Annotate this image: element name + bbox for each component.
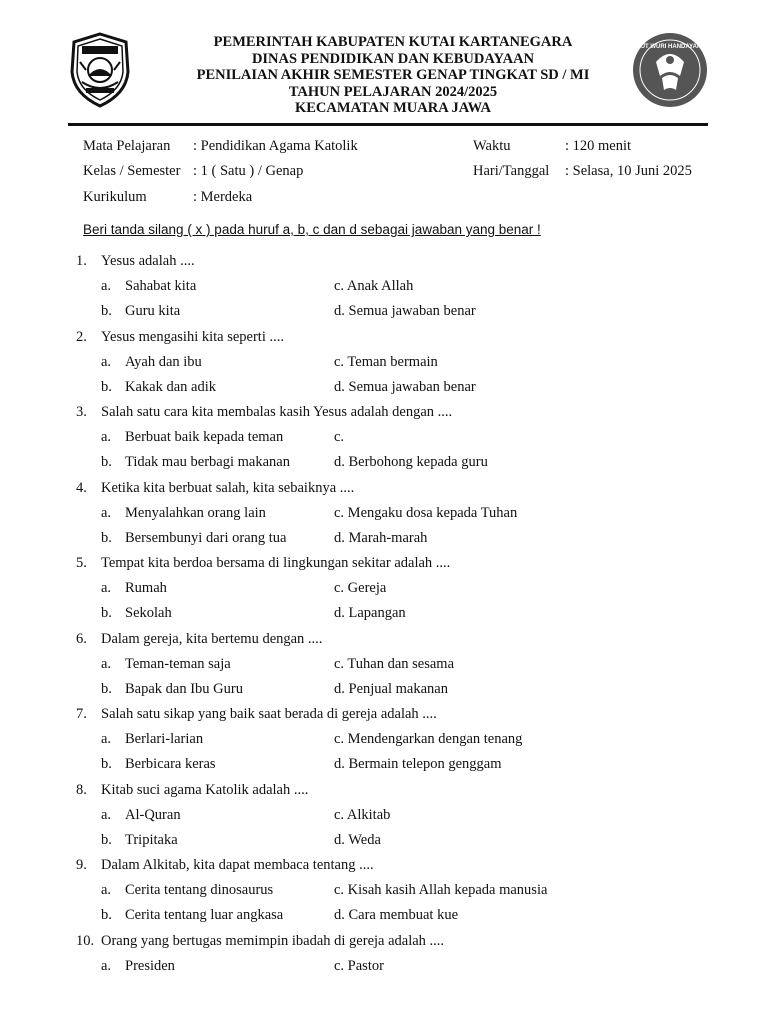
waktu-value: : 120 menit xyxy=(565,138,632,154)
option-text: Teman-teman saja xyxy=(125,655,231,672)
option-text: Sahabat kita xyxy=(125,278,197,295)
option-letter: b. xyxy=(101,529,112,546)
option-letter: a. xyxy=(101,353,112,370)
option-d: d. Cara membuat kue xyxy=(334,907,459,924)
question-text: Salah satu sikap yang baik saat berada di gereja adalah .... xyxy=(101,706,437,722)
option-a xyxy=(101,958,175,975)
option-letter: a. xyxy=(101,504,112,521)
option-letter: a. xyxy=(101,731,112,748)
question-number: 5. xyxy=(76,555,87,571)
option-a xyxy=(101,505,266,522)
question-number: 3. xyxy=(76,404,87,420)
question-number: 2. xyxy=(76,328,87,345)
question-number: 7. xyxy=(76,706,87,722)
option-text: Ayah dan ibu xyxy=(125,353,202,370)
option-text: Menyalahkan orang lain xyxy=(125,504,266,521)
kurikulum-label: Kurikulum xyxy=(83,189,147,205)
option-letter: a. xyxy=(101,957,112,974)
option-b xyxy=(101,303,180,320)
option-letter: a. xyxy=(101,278,112,295)
option-letter: b. xyxy=(101,605,112,622)
option-d: d. Semua jawaban benar xyxy=(334,303,476,320)
option-c: c. xyxy=(334,429,345,446)
question-1 xyxy=(76,253,195,270)
option-text: Bersembunyi dari orang tua xyxy=(125,529,287,546)
question-number: 8. xyxy=(76,781,87,798)
question-number: 1. xyxy=(76,253,87,269)
option-text: Al-Quran xyxy=(125,806,181,823)
option-a xyxy=(101,882,273,899)
waktu-label: Waktu xyxy=(473,138,511,154)
option-letter: b. xyxy=(101,303,112,320)
option-b xyxy=(101,530,286,547)
hari-label: Hari/Tanggal xyxy=(473,163,550,179)
option-a xyxy=(101,807,181,824)
option-d: d. Marah-marah xyxy=(334,529,428,546)
option-letter: a. xyxy=(101,580,112,597)
option-letter: a. xyxy=(101,882,112,899)
question-text: Tempat kita berdoa bersama di lingkungan sekitar adalah .... xyxy=(101,555,451,571)
option-text: Sekolah xyxy=(125,605,172,622)
logo-lettering: TUT WURI HANDAYANI xyxy=(637,44,703,50)
header-line-1: PEMERINTAH KABUPATEN KUTAI KARTANEGARA xyxy=(213,34,573,50)
option-c: c. Tuhan dan sesama xyxy=(334,655,455,672)
option-letter: a. xyxy=(101,655,112,672)
question-number: 9. xyxy=(76,857,87,873)
mapel-value: : Pendidikan Agama Katolik xyxy=(193,138,358,154)
option-letter: b. xyxy=(101,454,112,471)
option-d: d. Berbohong kepada guru xyxy=(334,454,488,471)
question-number: 6. xyxy=(76,630,87,647)
kelas-label: Kelas / Semester xyxy=(83,163,181,179)
question-9 xyxy=(76,857,374,874)
question-text: Yesus mengasihi kita seperti .... xyxy=(101,328,284,345)
option-text: Berbuat baik kepada teman xyxy=(125,429,284,446)
question-text: Dalam Alkitab, kita dapat membaca tentang .... xyxy=(101,857,374,873)
instruction: Beri tanda silang ( x ) pada huruf a, b, c dan d sebagai jawaban yang benar ! xyxy=(83,222,541,237)
option-a xyxy=(101,580,167,597)
option-letter: a. xyxy=(101,429,112,446)
option-c: c. Alkitab xyxy=(334,806,391,823)
question-7 xyxy=(76,706,437,723)
option-letter: b. xyxy=(101,756,112,773)
option-b xyxy=(101,454,290,471)
option-letter: b. xyxy=(101,680,112,697)
option-d: d. Penjual makanan xyxy=(334,680,448,697)
question-text: Orang yang bertugas memimpin ibadah di gereja adalah .... xyxy=(101,932,445,949)
option-text: Cerita tentang luar angkasa xyxy=(125,907,284,924)
option-c: c. Mengaku dosa kepada Tuhan xyxy=(334,504,518,521)
option-text: Kakak dan adik xyxy=(125,378,216,395)
option-b xyxy=(101,756,216,773)
kurikulum-value: : Merdeka xyxy=(193,189,253,205)
question-text: Kitab suci agama Katolik adalah .... xyxy=(101,781,309,798)
header-line-2: DINAS PENDIDIKAN DAN KEBUDAYAAN xyxy=(251,50,535,67)
option-text: Presiden xyxy=(125,957,175,974)
option-letter: b. xyxy=(101,907,112,924)
option-text: Cerita tentang dinosaurus xyxy=(125,882,274,899)
option-b xyxy=(101,379,216,396)
question-text: Yesus adalah .... xyxy=(101,253,195,269)
option-letter: b. xyxy=(101,831,112,848)
option-text: Berlari-larian xyxy=(125,731,204,748)
option-c: c. Gereja xyxy=(334,580,387,597)
question-number: 10. xyxy=(76,932,95,949)
option-b xyxy=(101,681,243,698)
option-letter: a. xyxy=(101,806,112,823)
option-b xyxy=(101,605,172,622)
option-text: Guru kita xyxy=(125,303,181,320)
header-divider xyxy=(68,123,708,126)
option-a xyxy=(101,731,203,748)
option-d: d. Semua jawaban benar xyxy=(334,378,476,395)
mapel-label: Mata Pelajaran xyxy=(83,138,171,154)
option-b xyxy=(101,907,283,924)
option-a xyxy=(101,354,202,371)
option-letter: b. xyxy=(101,378,112,395)
option-d: d. Lapangan xyxy=(334,605,406,622)
option-c: c. Anak Allah xyxy=(334,278,414,295)
question-3 xyxy=(76,404,452,421)
kutai-kartanegara-logo xyxy=(68,32,132,108)
option-text: Bapak dan Ibu Guru xyxy=(125,680,243,697)
option-a xyxy=(101,429,283,446)
option-text: Berbicara keras xyxy=(125,756,216,773)
letterhead xyxy=(140,34,646,117)
option-a xyxy=(101,278,196,295)
question-10 xyxy=(76,933,444,950)
option-c: c. Teman bermain xyxy=(334,353,438,370)
option-d: d. Weda xyxy=(334,831,381,848)
option-c: c. Mendengarkan dengan tenang xyxy=(334,731,523,748)
question-text: Ketika kita berbuat salah, kita sebaiknya .... xyxy=(101,479,355,496)
hari-value: : Selasa, 10 Juni 2025 xyxy=(565,163,692,179)
question-2 xyxy=(76,329,284,346)
option-d: d. Bermain telepon genggam xyxy=(334,756,502,773)
option-text: Rumah xyxy=(125,580,167,597)
question-8 xyxy=(76,782,308,799)
option-text: Tripitaka xyxy=(125,831,178,848)
question-4 xyxy=(76,480,354,497)
header-line-4: TAHUN PELAJARAN 2024/2025 xyxy=(288,83,498,100)
option-c: c. Pastor xyxy=(334,957,384,974)
header-line-3: PENILAIAN AKHIR SEMESTER GENAP TINGKAT SD / MI xyxy=(196,67,590,83)
header-line-5: KECAMATAN MUARA JAWA xyxy=(294,100,491,116)
question-text: Salah satu cara kita membalas kasih Yesus adalah dengan .... xyxy=(101,404,453,420)
option-b xyxy=(101,832,178,849)
question-6 xyxy=(76,631,322,648)
option-a xyxy=(101,656,231,673)
question-5 xyxy=(76,555,450,572)
tut-wuri-handayani-logo xyxy=(632,32,708,108)
kelas-value: : 1 ( Satu ) / Genap xyxy=(193,163,304,179)
option-c: c. Kisah kasih Allah kepada manusia xyxy=(334,882,548,899)
question-number: 4. xyxy=(76,479,87,496)
option-text: Tidak mau berbagi makanan xyxy=(125,454,290,471)
question-text: Dalam gereja, kita bertemu dengan .... xyxy=(101,630,323,647)
